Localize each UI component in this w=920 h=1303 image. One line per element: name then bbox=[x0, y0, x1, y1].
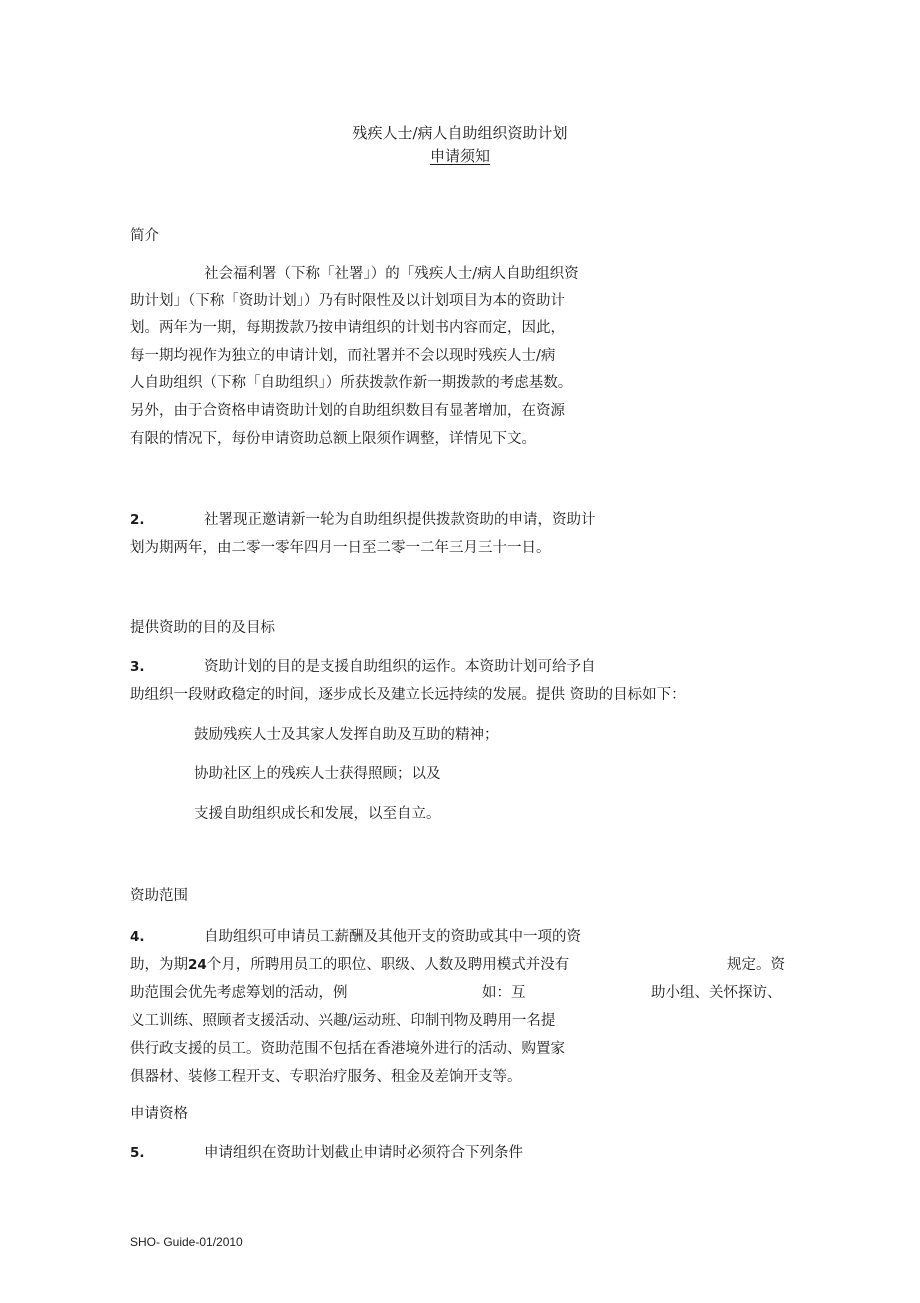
purpose-line: 助组织一段财政稳定的时间，逐步成长及建立长远持续的发展。提供 资助的目标如下： bbox=[130, 687, 686, 703]
document-subtitle: 申请须知 bbox=[429, 147, 490, 165]
scope-line-fragment: 助小组、关怀探访、 bbox=[651, 985, 782, 1001]
goal-item: 鼓励残疾人士及其家人发挥自助及互助的精神； bbox=[194, 727, 499, 743]
document-title: 残疾人士/病人自助组织资助计划 bbox=[352, 124, 568, 142]
intro-line: 助计划」（下称「资助计划」）乃有时限性及以计划项目为本的资助计 bbox=[130, 293, 565, 309]
scope-duration-number: 24 bbox=[188, 957, 207, 973]
purpose-line: 资助计划的目的是支援自助组织的运作。本资助计划可给予自 bbox=[204, 659, 596, 675]
intro-line: 社会福利署（下称「社署」）的「残疾人士/病人自助组织资 bbox=[204, 266, 579, 282]
section-heading-purpose: 提供资助的目的及目标 bbox=[130, 620, 275, 636]
para2-line: 社署现正邀请新一轮为自助组织提供拨款资助的申请，资助计 bbox=[204, 512, 596, 528]
paragraph-number: 2. bbox=[130, 512, 145, 528]
scope-line: 助，为期24个月，所聘用员工的职位、职级、人数及聘用模式并没有 bbox=[130, 957, 570, 973]
section-heading-eligibility: 申请资格 bbox=[130, 1106, 188, 1122]
intro-line: 人自助组织（下称「自助组织」）所获拨款作新一期拨款的考虑基数。 bbox=[130, 375, 573, 391]
scope-line-fragment: 规定。资 bbox=[727, 957, 785, 973]
paragraph-number: 3. bbox=[130, 659, 145, 675]
paragraph-number: 5. bbox=[130, 1145, 145, 1161]
section-heading-intro: 简介 bbox=[130, 228, 159, 244]
scope-line-fragment: 如：互 bbox=[482, 985, 526, 1001]
para2-line: 划为期两年，由二零一零年四月一日至二零一二年三月三十一日。 bbox=[130, 540, 551, 556]
document-footer-code: SHO- Guide-01/2010 bbox=[130, 1235, 243, 1249]
goal-item: 协助社区上的残疾人士获得照顾；以及 bbox=[194, 766, 441, 782]
eligibility-line: 申请组织在资助计划截止申请时必须符合下列条件 bbox=[204, 1145, 523, 1161]
goal-item: 支援自助组织成长和发展，以至自立。 bbox=[194, 806, 441, 822]
section-heading-scope: 资助范围 bbox=[130, 888, 188, 904]
scope-line: 供行政支援的员工。资助范围不包括在香港境外进行的活动、购置家 bbox=[130, 1041, 565, 1057]
intro-line: 划。两年为一期，每期拨款乃按申请组织的计划书内容而定，因此， bbox=[130, 320, 565, 336]
scope-line-fragment: 助范围会优先考虑筹划的活动，例 bbox=[130, 985, 348, 1001]
scope-line: 俱器材、装修工程开支、专职治疗服务、租金及差饷开支等。 bbox=[130, 1069, 522, 1085]
paragraph-number: 4. bbox=[130, 929, 145, 945]
intro-line: 另外，由于合资格申请资助计划的自助组织数目有显著增加，在资源 bbox=[130, 403, 565, 419]
scope-line: 义工训练、照顾者支援活动、兴趣/运动班、印制刊物及聘用一名提 bbox=[130, 1013, 556, 1029]
scope-line: 自助组织可申请员工薪酬及其他开支的资助或其中一项的资 bbox=[204, 929, 581, 945]
intro-line: 有限的情况下，每份申请资助总额上限须作调整，详情见下文。 bbox=[130, 431, 536, 447]
intro-line: 每一期均视作为独立的申请计划，而社署并不会以现时残疾人士/病 bbox=[130, 348, 556, 364]
